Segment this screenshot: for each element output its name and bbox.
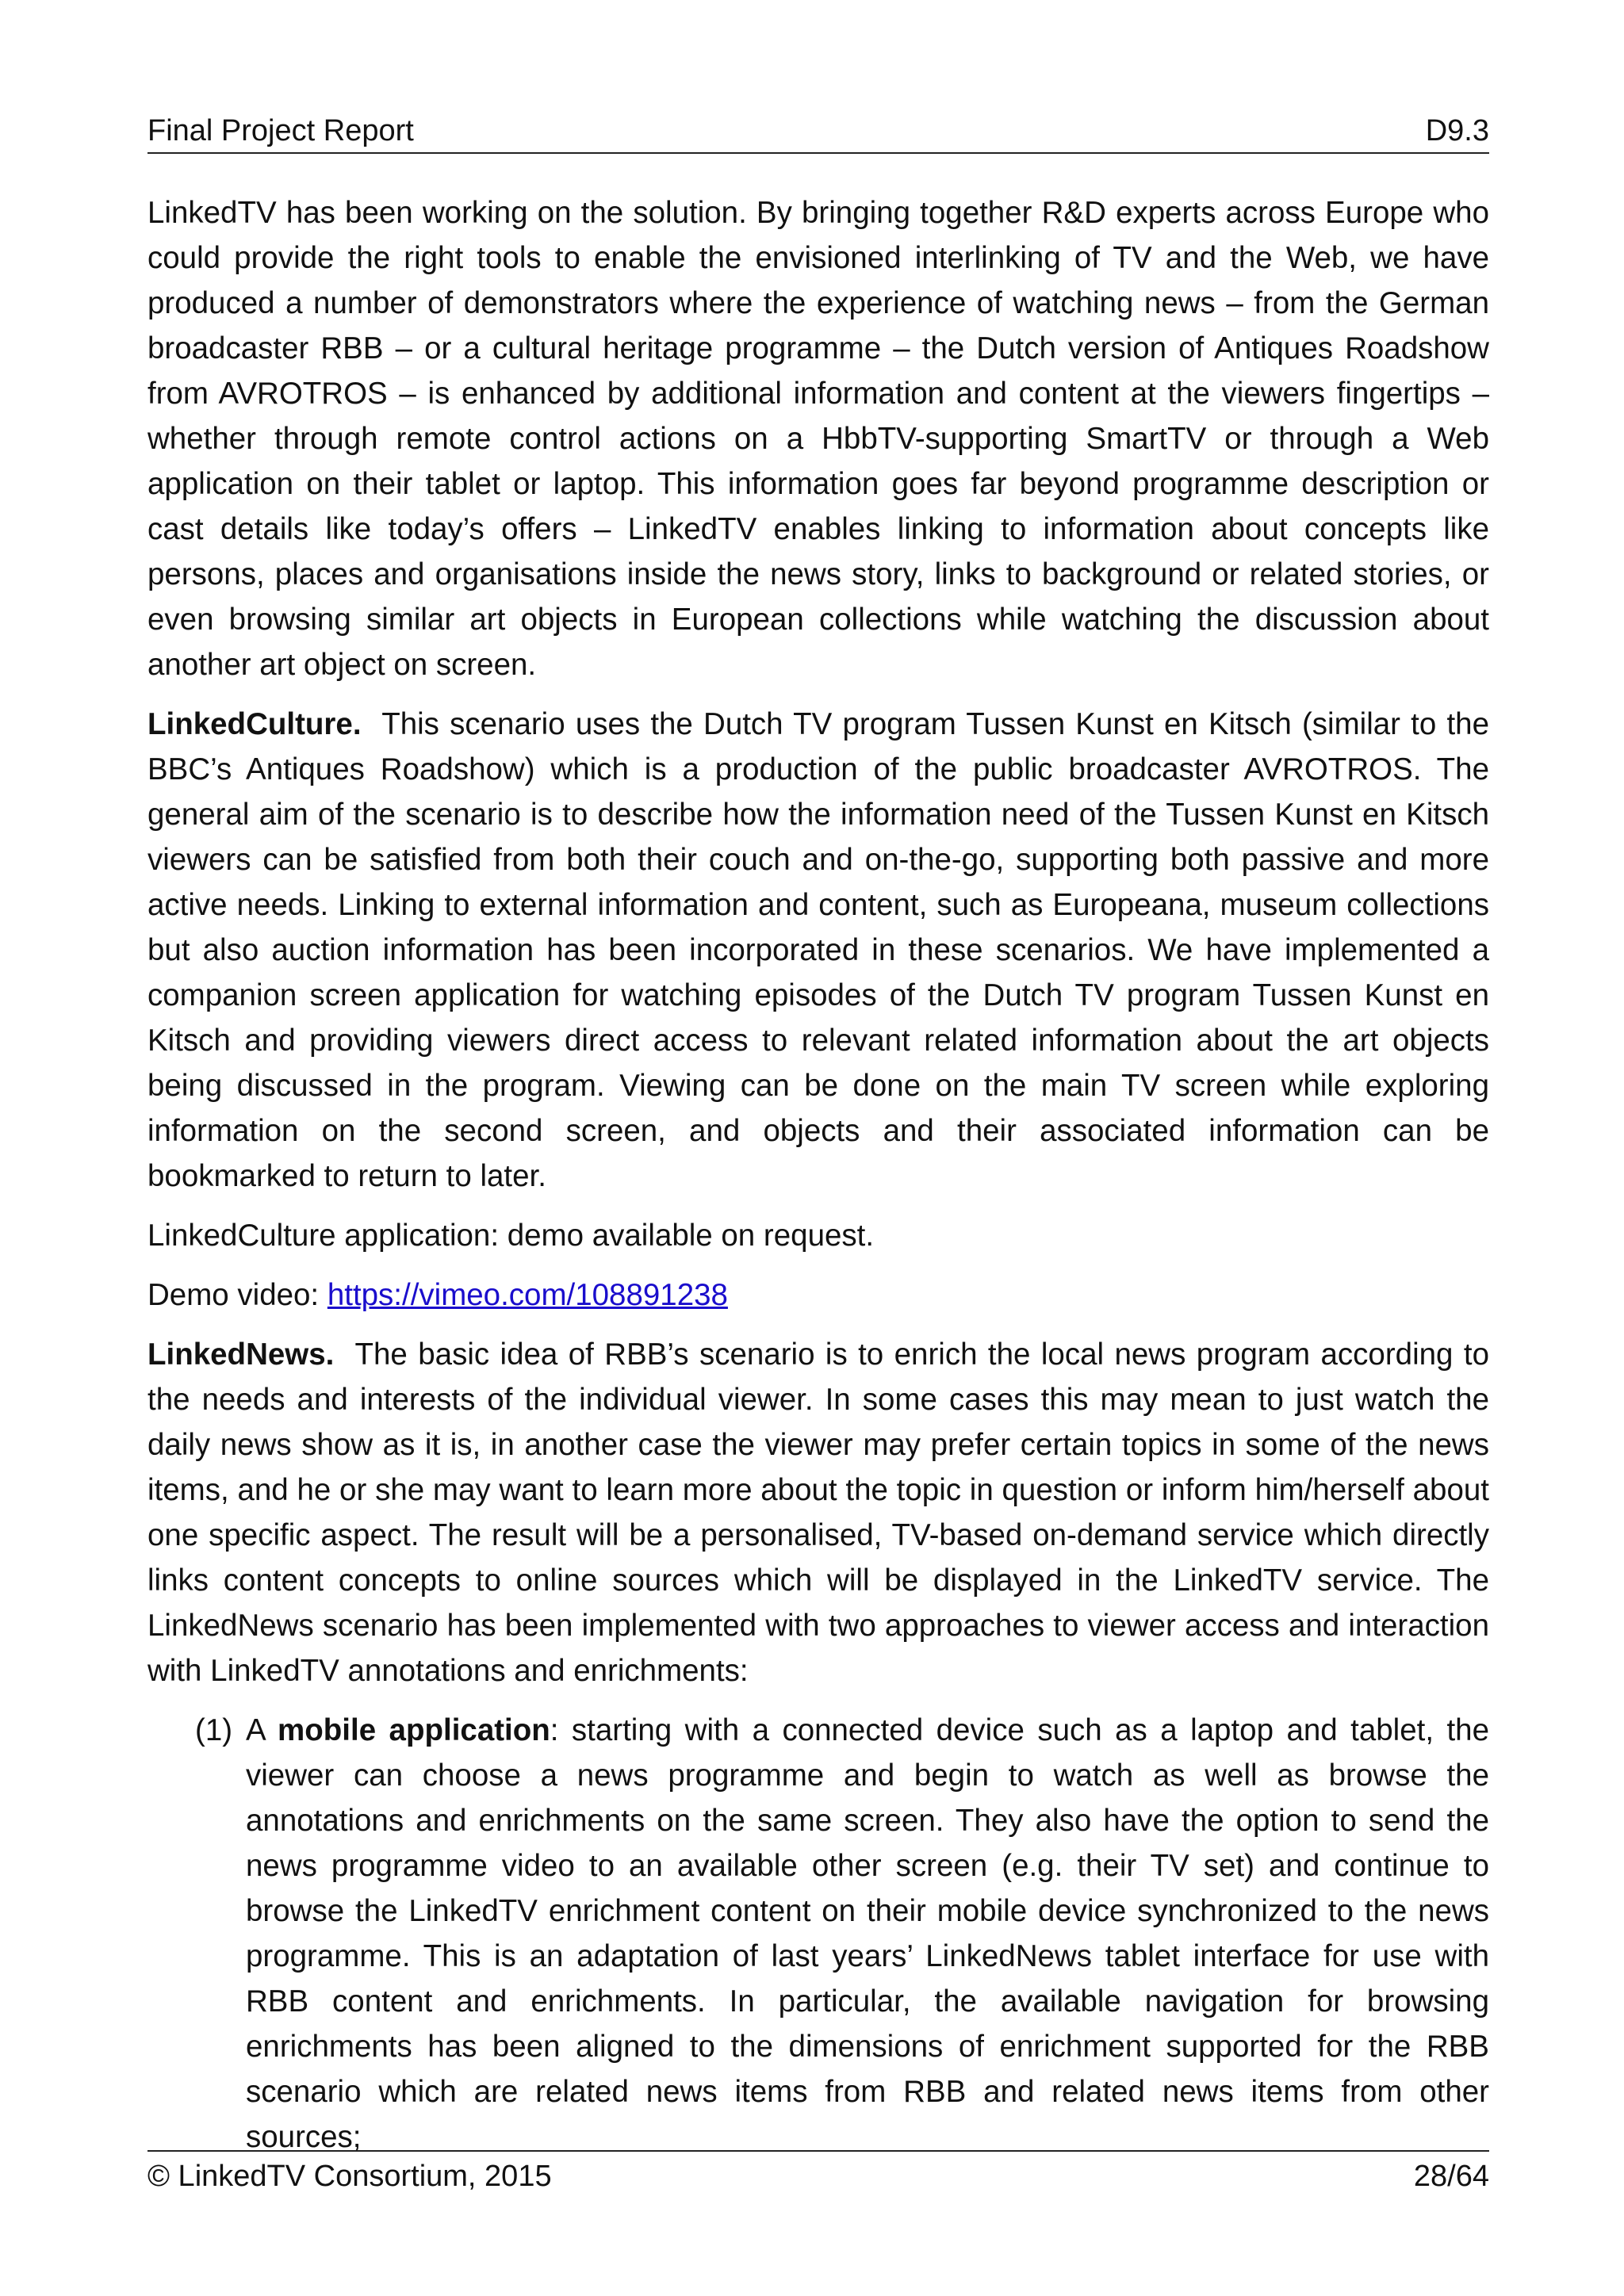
main-content [147, 190, 1489, 2160]
linkedculture-text: This scenario uses the Dutch TV program Tussen Kunst en Kitsch (similar to the BBC’s Antiques Roadshow) which is a production of the public broadcaster AVROTROS. The general aim of the scenario is to describe how the information need of the Tussen Kunst en Kitsch viewers can be satisfied from both their couch and on-the-go, supporting both passive and more active needs. Linking to external information and content, such as Europeana, museum collections but also auction information has been incorporated in these scenarios. We have implemented a companion screen application for watching episodes of the Dutch TV program Tussen Kunst en Kitsch and providing viewers direct access to relevant related information about the art objects being discussed in the program. Viewing can be done on the main TV screen while exploring information on the second screen, and objects and their associated information can be bookmarked to return to later. [147, 707, 1489, 1193]
linkedculture-demo: LinkedCulture application: demo available on request. [147, 1219, 875, 1253]
report-title: Final Project Report [147, 114, 414, 147]
page-footer [147, 2150, 1489, 2195]
page-number: 28/64 [1413, 2160, 1489, 2193]
list-item-number: (1) [195, 1713, 233, 1747]
linkednews-text: The basic idea of RBB’s scenario is to enrich the local news program according to the needs and interests of the individual viewer. In some cases this may mean to just watch the daily news show as it is, in another case the viewer may prefer certain topics in some of the news items, and he or she may want to learn more about the topic in question or inform him/herself about one specific aspect. The result will be a personalised, TV-based on-demand service which directly links content concepts to online sources which will be displayed in the LinkedTV service. The LinkedNews scenario has been implemented with two approaches to viewer access and interaction with LinkedTV annotations and enrichments: [147, 1337, 1489, 1688]
copyright: © LinkedTV Consortium, 2015 [147, 2160, 552, 2193]
demo-video-line [147, 1272, 1489, 1318]
linkedculture-paragraph [147, 702, 1489, 1199]
list-item-prefix: A [246, 1713, 265, 1747]
demo-video-link[interactable]: https://vimeo.com/108891238 [327, 1278, 728, 1312]
intro-paragraph: LinkedTV has been working on the solution. By bringing together R&D experts across Europe who could provide the right tools to enable the envisioned interlinking of TV and the Web, we have produced a number of demonstrators where the experience of watching news – from the German broadcaster RBB – or a cultural heritage programme – the Dutch version of Antiques Roadshow from AVROTROS – is enhanced by additional information and content at the viewers fingertips – whether through remote control actions on a HbbTV-supporting SmartTV or through a Web application on their tablet or laptop. This information goes far beyond programme description or cast details like today’s offers – LinkedTV enables linking to information about concepts like persons, places and organisations inside the news story, links to background or related stories, or even browsing similar art objects in European collections while watching the discussion about another art object on screen. [147, 196, 1489, 682]
demo-video-label: Demo video: [147, 1278, 320, 1312]
linkedculture-heading: LinkedCulture. [147, 707, 362, 741]
linkednews-paragraph [147, 1332, 1489, 1693]
linkednews-heading: LinkedNews. [147, 1337, 335, 1372]
list-item [147, 1708, 1489, 2160]
list-item-bold: mobile application [278, 1713, 550, 1747]
document-id: D9.3 [1425, 114, 1489, 147]
page-header [147, 109, 1489, 154]
list-item-text: : starting with a connected device such as a laptop and tablet, the viewer can choose a news programme and begin to watch as well as browse the annotations and enrichments on the same screen. They also have the option to send the news programme video to an available other screen (e.g. their TV set) and continue to browse the LinkedTV enrichment content on their mobile device synchronized to the news programme. This is an adaptation of last years’ LinkedNews tablet interface for use with RBB content and enrichments. In particular, the available navigation for browsing enrichments has been aligned to the dimensions of enrichment supported for the RBB scenario which are related news items from RBB and related news items from other sources; [246, 1713, 1489, 2154]
